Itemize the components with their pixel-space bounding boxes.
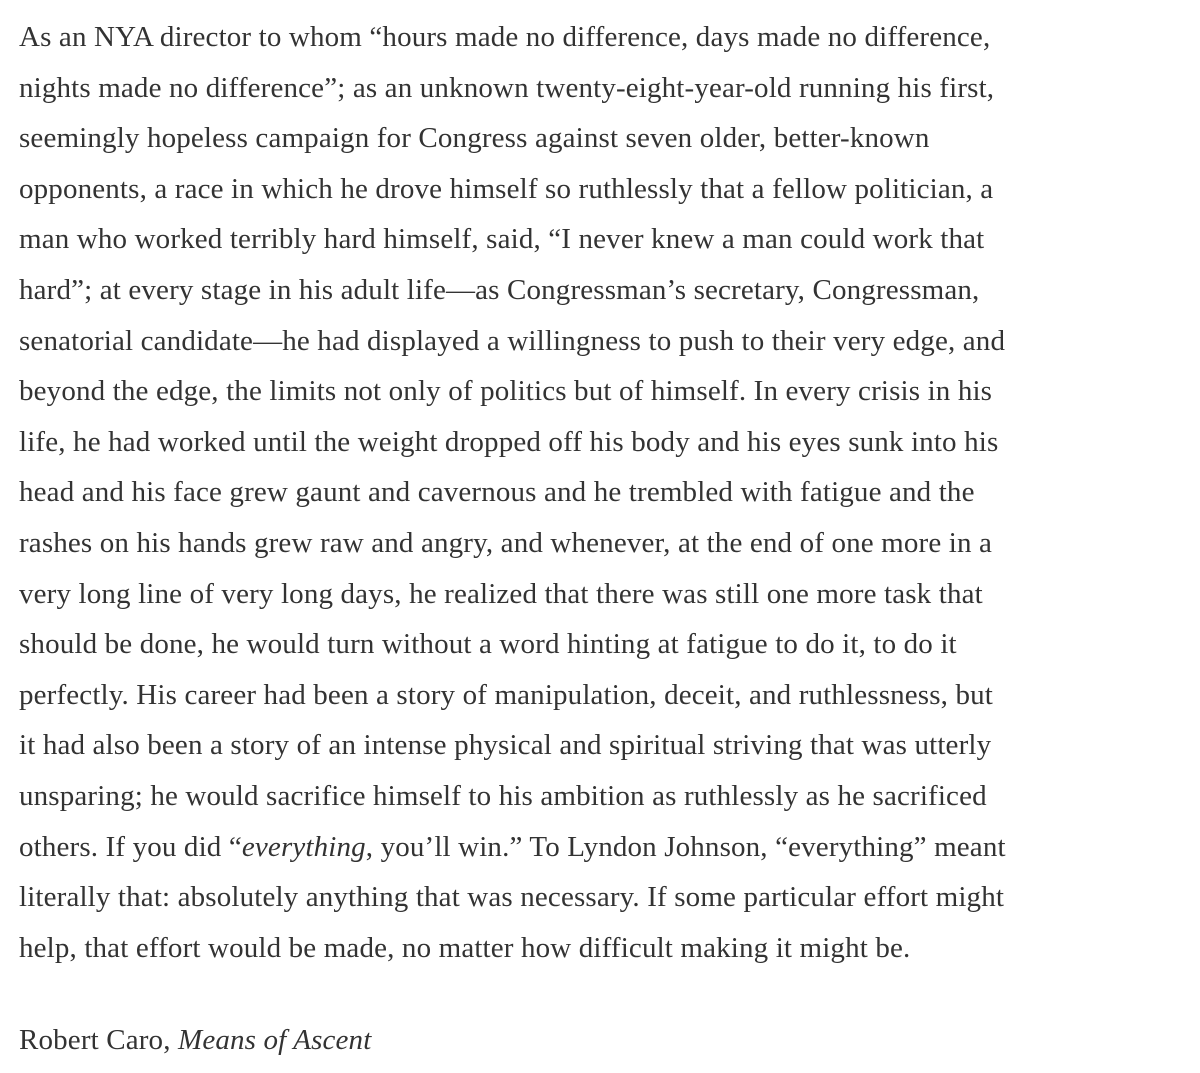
quote-line: help, that effort would be made, no matter how difficult making it might be.: [19, 931, 911, 964]
attribution: [19, 1015, 1189, 1066]
quote-line: nights made no difference”; as an unknown twenty-eight-year-old running his first,: [19, 71, 995, 104]
quote-line: seemingly hopeless campaign for Congress against seven older, better-known: [19, 122, 930, 155]
quote-line: hard”; at every stage in his adult life—as Congressman’s secretary, Congressman,: [19, 273, 980, 306]
quote-line: literally that: absolutely anything that was necessary. If some particular effort might: [19, 881, 1005, 914]
quote-paragraph: [19, 12, 1189, 973]
quote-line: perfectly. His career had been a story of manipulation, deceit, and ruthlessness, but: [19, 678, 993, 711]
quote-line: As an NYA director to whom “hours made no difference, days made no difference,: [19, 21, 991, 53]
attribution-author: Robert Caro,: [19, 1024, 179, 1057]
quote-line: man who worked terribly hard himself, said, “I never knew a man could work that: [19, 223, 985, 256]
quote-line: head and his face grew gaunt and cavernous and he trembled with fatigue and the: [19, 476, 975, 509]
quote-line: beyond the edge, the limits not only of politics but of himself. In every crisis in his: [19, 375, 993, 408]
quote-line: rashes on his hands grew raw and angry, and whenever, at the end of one more in a: [19, 526, 993, 559]
quote-line: should be done, he would turn without a word hinting at fatigue to do it, to do it: [19, 628, 957, 661]
quote-emphasis: everything: [241, 830, 366, 863]
quote-line-segment: , you’ll win.” To Lyndon Johnson, “everything” meant: [365, 830, 1006, 863]
quote-line-segment: others. If you did “: [19, 830, 242, 863]
quote-line: senatorial candidate—he had displayed a willingness to push to their very edge, and: [19, 324, 1006, 357]
quote-line: it had also been a story of an intense physical and spiritual striving that was utterly: [19, 729, 992, 762]
attribution-book-title: Means of Ascent: [178, 1024, 372, 1057]
quote-line: [19, 822, 1189, 873]
quote-line: very long line of very long days, he realized that there was still one more task that: [19, 577, 983, 610]
quote-line: life, he had worked until the weight dropped off his body and his eyes sunk into his: [19, 425, 999, 458]
quote-line: opponents, a race in which he drove himself so ruthlessly that a fellow politician, a: [19, 172, 994, 205]
quote-line: unsparing; he would sacrifice himself to his ambition as ruthlessly as he sacrificed: [19, 779, 987, 812]
quote-page: [19, 12, 1189, 1066]
